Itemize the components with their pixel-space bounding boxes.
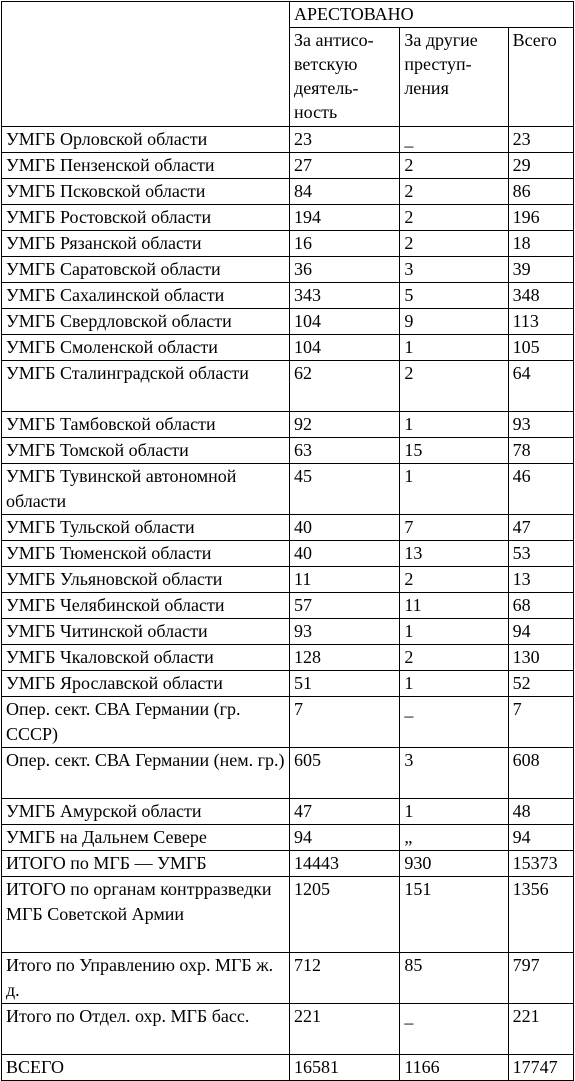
table-row [2, 309, 574, 335]
total-count-cell: 46 [508, 464, 573, 515]
total-count-cell: 68 [508, 593, 573, 619]
region-name-cell: УМГБ Тюменской области [2, 541, 290, 567]
table-row [2, 464, 574, 515]
other-crimes-count-cell: 1 [400, 799, 508, 825]
anti-soviet-count-cell: 343 [290, 283, 400, 309]
table-row [2, 361, 574, 412]
other-crimes-count-cell: 85 [400, 953, 508, 1004]
other-crimes-count-cell: 1 [400, 335, 508, 361]
other-crimes-count-cell: 2 [400, 179, 508, 205]
header-col-anti: За антисо- ветскую деятель- ность [290, 28, 400, 127]
other-crimes-count-cell: 2 [400, 205, 508, 231]
table-row [2, 825, 574, 851]
other-crimes-count-cell: 2 [400, 231, 508, 257]
other-crimes-count-cell: 1 [400, 619, 508, 645]
total-count-cell: 94 [508, 619, 573, 645]
region-name-cell: УМГБ Ульяновской области [2, 567, 290, 593]
table-row [2, 877, 574, 953]
region-name-cell: УМГБ Тувинской автономной области [2, 464, 290, 515]
anti-soviet-count-cell: 40 [290, 515, 400, 541]
anti-soviet-count-cell: 194 [290, 205, 400, 231]
table-row [2, 953, 574, 1004]
total-count-cell: 86 [508, 179, 573, 205]
other-crimes-count-cell: 1 [400, 671, 508, 697]
anti-soviet-count-cell: 51 [290, 671, 400, 697]
total-count-cell: 1356 [508, 877, 573, 953]
region-name-cell: ИТОГО по органам контрразведки МГБ Советской Армии [2, 877, 290, 953]
region-name-cell: УМГБ Пензенской области [2, 153, 290, 179]
total-count-cell: 93 [508, 412, 573, 438]
region-name-cell: УМГБ Псковской области [2, 179, 290, 205]
table-row [2, 127, 574, 153]
anti-soviet-count-cell: 27 [290, 153, 400, 179]
anti-soviet-count-cell: 23 [290, 127, 400, 153]
total-count-cell: 15373 [508, 851, 573, 877]
anti-soviet-count-cell: 16581 [290, 1055, 400, 1081]
table-row [2, 541, 574, 567]
other-crimes-count-cell: 1166 [400, 1055, 508, 1081]
table-row [2, 257, 574, 283]
other-crimes-count-cell: 3 [400, 748, 508, 799]
anti-soviet-count-cell: 605 [290, 748, 400, 799]
header-corner-cell [2, 2, 290, 127]
total-count-cell: 47 [508, 515, 573, 541]
anti-soviet-count-cell: 221 [290, 1004, 400, 1055]
table-row [2, 283, 574, 309]
other-crimes-count-cell: 15 [400, 438, 508, 464]
anti-soviet-count-cell: 47 [290, 799, 400, 825]
anti-soviet-count-cell: 128 [290, 645, 400, 671]
other-crimes-count-cell: „ [400, 825, 508, 851]
other-crimes-count-cell: _ [400, 1004, 508, 1055]
table-row [2, 515, 574, 541]
other-crimes-count-cell: 151 [400, 877, 508, 953]
other-crimes-count-cell: 2 [400, 645, 508, 671]
anti-soviet-count-cell: 62 [290, 361, 400, 412]
table-row [2, 645, 574, 671]
table-row [2, 697, 574, 748]
total-count-cell: 39 [508, 257, 573, 283]
table-row [2, 438, 574, 464]
total-count-cell: 608 [508, 748, 573, 799]
header-group-label: АРЕСТОВАНО [290, 2, 574, 28]
region-name-cell: УМГБ Томской области [2, 438, 290, 464]
total-count-cell: 52 [508, 671, 573, 697]
region-name-cell: УМГБ Амурской области [2, 799, 290, 825]
table-row [2, 231, 574, 257]
anti-soviet-count-cell: 104 [290, 335, 400, 361]
other-crimes-count-cell: 13 [400, 541, 508, 567]
header-col-other: За другие преступ- ления [400, 28, 508, 127]
header-col-total: Всего [508, 28, 573, 127]
anti-soviet-count-cell: 712 [290, 953, 400, 1004]
table-row [2, 412, 574, 438]
total-count-cell: 48 [508, 799, 573, 825]
anti-soviet-count-cell: 45 [290, 464, 400, 515]
total-count-cell: 17747 [508, 1055, 573, 1081]
anti-soviet-count-cell: 84 [290, 179, 400, 205]
other-crimes-count-cell: _ [400, 127, 508, 153]
region-name-cell: УМГБ Тамбовской области [2, 412, 290, 438]
anti-soviet-count-cell: 11 [290, 567, 400, 593]
anti-soviet-count-cell: 16 [290, 231, 400, 257]
anti-soviet-count-cell: 93 [290, 619, 400, 645]
region-name-cell: УМГБ на Дальнем Севере [2, 825, 290, 851]
table-row [2, 799, 574, 825]
anti-soviet-count-cell: 1205 [290, 877, 400, 953]
other-crimes-count-cell: 11 [400, 593, 508, 619]
total-count-cell: 348 [508, 283, 573, 309]
other-crimes-count-cell: 930 [400, 851, 508, 877]
total-count-cell: 797 [508, 953, 573, 1004]
total-count-cell: 221 [508, 1004, 573, 1055]
arrests-table [1, 1, 574, 1081]
other-crimes-count-cell: 2 [400, 153, 508, 179]
table-body [2, 127, 574, 1081]
other-crimes-count-cell: 3 [400, 257, 508, 283]
total-count-cell: 105 [508, 335, 573, 361]
total-count-cell: 7 [508, 697, 573, 748]
anti-soviet-count-cell: 36 [290, 257, 400, 283]
region-name-cell: УМГБ Смоленской области [2, 335, 290, 361]
total-count-cell: 29 [508, 153, 573, 179]
region-name-cell: УМГБ Ярославской области [2, 671, 290, 697]
table-row [2, 1004, 574, 1055]
region-name-cell: УМГБ Читинской области [2, 619, 290, 645]
other-crimes-count-cell: 5 [400, 283, 508, 309]
other-crimes-count-cell: _ [400, 697, 508, 748]
region-name-cell: УМГБ Сахалинской области [2, 283, 290, 309]
anti-soviet-count-cell: 14443 [290, 851, 400, 877]
other-crimes-count-cell: 7 [400, 515, 508, 541]
region-name-cell: УМГБ Рязанской области [2, 231, 290, 257]
total-count-cell: 64 [508, 361, 573, 412]
anti-soviet-count-cell: 63 [290, 438, 400, 464]
other-crimes-count-cell: 1 [400, 464, 508, 515]
table-row [2, 567, 574, 593]
total-count-cell: 196 [508, 205, 573, 231]
region-name-cell: Итого по Управлению охр. МГБ ж. д. [2, 953, 290, 1004]
total-count-cell: 18 [508, 231, 573, 257]
region-name-cell: ИТОГО по МГБ — УМГБ [2, 851, 290, 877]
total-count-cell: 13 [508, 567, 573, 593]
anti-soviet-count-cell: 57 [290, 593, 400, 619]
anti-soviet-count-cell: 94 [290, 825, 400, 851]
total-count-cell: 130 [508, 645, 573, 671]
region-name-cell: Опер. сект. СВА Германии (гр. СССР) [2, 697, 290, 748]
region-name-cell: Итого по Отдел. охр. МГБ басс. [2, 1004, 290, 1055]
table-row [2, 335, 574, 361]
other-crimes-count-cell: 1 [400, 412, 508, 438]
table-row [2, 153, 574, 179]
region-name-cell: УМГБ Ростовской области [2, 205, 290, 231]
other-crimes-count-cell: 9 [400, 309, 508, 335]
region-name-cell: Опер. сект. СВА Германии (нем. гр.) [2, 748, 290, 799]
table-row [2, 179, 574, 205]
region-name-cell: УМГБ Свердловской области [2, 309, 290, 335]
anti-soviet-count-cell: 40 [290, 541, 400, 567]
table-row [2, 593, 574, 619]
region-name-cell: УМГБ Саратовской области [2, 257, 290, 283]
region-name-cell: УМГБ Орловской области [2, 127, 290, 153]
region-name-cell: УМГБ Сталинградской области [2, 361, 290, 412]
anti-soviet-count-cell: 92 [290, 412, 400, 438]
table-row [2, 205, 574, 231]
region-name-cell: ВСЕГО [2, 1055, 290, 1081]
total-count-cell: 53 [508, 541, 573, 567]
table-row [2, 851, 574, 877]
total-count-cell: 94 [508, 825, 573, 851]
header-row-group [2, 2, 574, 28]
other-crimes-count-cell: 2 [400, 567, 508, 593]
total-count-cell: 23 [508, 127, 573, 153]
table-row [2, 671, 574, 697]
table-row [2, 619, 574, 645]
region-name-cell: УМГБ Челябинской области [2, 593, 290, 619]
table-row [2, 748, 574, 799]
total-count-cell: 78 [508, 438, 573, 464]
region-name-cell: УМГБ Чкаловской области [2, 645, 290, 671]
table-row [2, 1055, 574, 1081]
other-crimes-count-cell: 2 [400, 361, 508, 412]
total-count-cell: 113 [508, 309, 573, 335]
anti-soviet-count-cell: 7 [290, 697, 400, 748]
anti-soviet-count-cell: 104 [290, 309, 400, 335]
region-name-cell: УМГБ Тульской области [2, 515, 290, 541]
